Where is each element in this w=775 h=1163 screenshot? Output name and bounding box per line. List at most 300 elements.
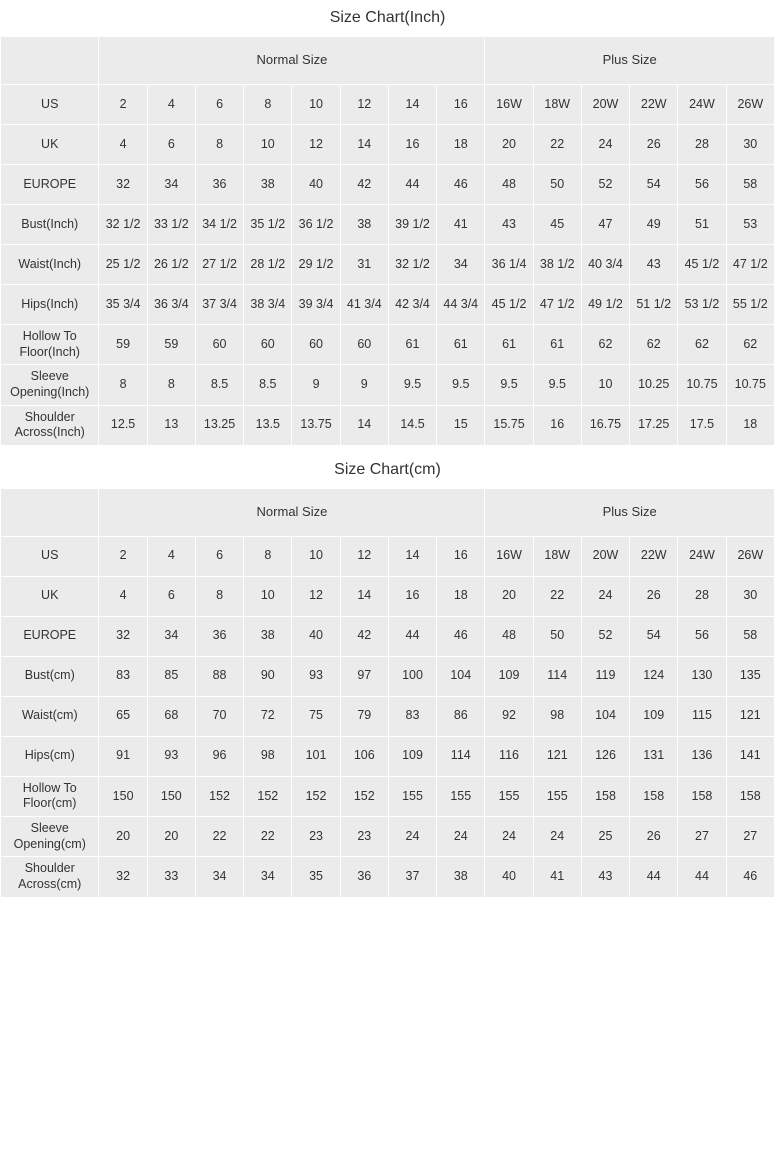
corner-cell: [1, 488, 99, 536]
table-cell: 31: [340, 245, 388, 285]
table-cell: 53: [726, 205, 774, 245]
row-header: Hollow To Floor(cm): [1, 776, 99, 816]
table-cell: 6: [147, 125, 195, 165]
table-cell: 116: [485, 736, 533, 776]
table-cell: 14.5: [388, 405, 436, 445]
table-cell: 10: [581, 365, 629, 405]
table-cell: 32 1/2: [388, 245, 436, 285]
table-cell: 22: [244, 817, 292, 857]
table-cell: 10.25: [630, 365, 678, 405]
table-cell: 26: [630, 576, 678, 616]
row-header: US: [1, 85, 99, 125]
table-cell: 32: [99, 616, 147, 656]
table-cell: 59: [147, 325, 195, 365]
table-cell: 25 1/2: [99, 245, 147, 285]
table-cell: 98: [244, 736, 292, 776]
table-cell: 20: [485, 125, 533, 165]
table-cell: 36 1/2: [292, 205, 340, 245]
table-row: [1, 245, 775, 285]
table-cell: 8: [147, 365, 195, 405]
table-cell: 34 1/2: [195, 205, 243, 245]
table-cell: 104: [581, 696, 629, 736]
table-cell: 32: [99, 857, 147, 897]
table-cell: 13.25: [195, 405, 243, 445]
table-cell: 62: [581, 325, 629, 365]
row-header: Shoulder Across(Inch): [1, 405, 99, 445]
table-cell: 16W: [485, 536, 533, 576]
corner-cell: [1, 37, 99, 85]
table-cell: 72: [244, 696, 292, 736]
table-cell: 115: [678, 696, 726, 736]
table-cell: 29 1/2: [292, 245, 340, 285]
table-cell: 40: [292, 165, 340, 205]
table-cell: 60: [195, 325, 243, 365]
table-cell: 27: [678, 817, 726, 857]
table-cell: 51: [678, 205, 726, 245]
table-cell: 106: [340, 736, 388, 776]
table-cell: 32 1/2: [99, 205, 147, 245]
table-cell: 68: [147, 696, 195, 736]
table-cell: 93: [292, 656, 340, 696]
table-cell: 61: [533, 325, 581, 365]
group-header-row: [1, 37, 775, 85]
table-row: [1, 736, 775, 776]
table-cell: 91: [99, 736, 147, 776]
table-cell: 22: [533, 576, 581, 616]
table-cell: 6: [147, 576, 195, 616]
table-cell: 4: [147, 85, 195, 125]
table-cell: 13.75: [292, 405, 340, 445]
table-cell: 44: [388, 165, 436, 205]
table-cell: 62: [726, 325, 774, 365]
table-row: [1, 125, 775, 165]
table-row: [1, 576, 775, 616]
table-cell: 33: [147, 857, 195, 897]
table-cell: 155: [437, 776, 485, 816]
table-cell: 44: [630, 857, 678, 897]
table-cell: 8: [244, 536, 292, 576]
table-cell: 83: [99, 656, 147, 696]
table-cell: 141: [726, 736, 774, 776]
table-cell: 104: [437, 656, 485, 696]
table-cell: 8.5: [195, 365, 243, 405]
table-cell: 9.5: [437, 365, 485, 405]
table-cell: 48: [485, 165, 533, 205]
table-cell: 14: [340, 576, 388, 616]
table-cell: 4: [99, 125, 147, 165]
table-cell: 35: [292, 857, 340, 897]
table-cell: 40 3/4: [581, 245, 629, 285]
table-cell: 2: [99, 85, 147, 125]
table-cell: 158: [581, 776, 629, 816]
table-cell: 9: [340, 365, 388, 405]
table-cell: 83: [388, 696, 436, 736]
table-cell: 20: [99, 817, 147, 857]
table-cell: 24: [437, 817, 485, 857]
size-chart-table: [0, 488, 775, 898]
size-chart-table: [0, 36, 775, 446]
table-cell: 49 1/2: [581, 285, 629, 325]
row-header: Shoulder Across(cm): [1, 857, 99, 897]
table-cell: 109: [630, 696, 678, 736]
table-row: [1, 857, 775, 897]
table-cell: 70: [195, 696, 243, 736]
table-cell: 36 3/4: [147, 285, 195, 325]
table-cell: 12: [340, 536, 388, 576]
table-cell: 79: [340, 696, 388, 736]
table-cell: 59: [99, 325, 147, 365]
table-cell: 42 3/4: [388, 285, 436, 325]
row-header: Sleeve Opening(Inch): [1, 365, 99, 405]
table-cell: 20: [485, 576, 533, 616]
table-cell: 10: [244, 576, 292, 616]
table-cell: 56: [678, 165, 726, 205]
table-cell: 8: [195, 125, 243, 165]
table-cell: 90: [244, 656, 292, 696]
table-cell: 9.5: [485, 365, 533, 405]
row-header: UK: [1, 576, 99, 616]
table-cell: 93: [147, 736, 195, 776]
table-cell: 12: [340, 85, 388, 125]
table-row: [1, 205, 775, 245]
table-cell: 22: [195, 817, 243, 857]
table-cell: 4: [99, 576, 147, 616]
table-cell: 26W: [726, 85, 774, 125]
table-cell: 38: [244, 165, 292, 205]
table-row: [1, 656, 775, 696]
table-cell: 23: [292, 817, 340, 857]
table-cell: 22: [533, 125, 581, 165]
table-cell: 9.5: [388, 365, 436, 405]
table-cell: 20W: [581, 85, 629, 125]
table-cell: 85: [147, 656, 195, 696]
chart-title: Size Chart(Inch): [0, 0, 775, 36]
table-row: [1, 285, 775, 325]
table-cell: 49: [630, 205, 678, 245]
table-cell: 86: [437, 696, 485, 736]
table-cell: 158: [726, 776, 774, 816]
table-cell: 34: [437, 245, 485, 285]
table-cell: 47: [581, 205, 629, 245]
table-row: [1, 85, 775, 125]
table-cell: 130: [678, 656, 726, 696]
table-cell: 136: [678, 736, 726, 776]
table-cell: 150: [147, 776, 195, 816]
table-cell: 24: [533, 817, 581, 857]
table-cell: 46: [726, 857, 774, 897]
table-cell: 17.25: [630, 405, 678, 445]
table-row: [1, 536, 775, 576]
table-cell: 6: [195, 536, 243, 576]
table-cell: 24: [485, 817, 533, 857]
table-cell: 60: [340, 325, 388, 365]
row-header: EUROPE: [1, 165, 99, 205]
table-cell: 16: [533, 405, 581, 445]
table-cell: 34: [195, 857, 243, 897]
table-cell: 14: [388, 85, 436, 125]
row-header: Sleeve Opening(cm): [1, 817, 99, 857]
table-cell: 24W: [678, 536, 726, 576]
table-cell: 15: [437, 405, 485, 445]
table-cell: 20W: [581, 536, 629, 576]
table-cell: 41: [533, 857, 581, 897]
table-cell: 34: [147, 165, 195, 205]
table-cell: 50: [533, 616, 581, 656]
table-cell: 54: [630, 616, 678, 656]
group-header: Normal Size: [99, 37, 485, 85]
table-cell: 39 3/4: [292, 285, 340, 325]
table-cell: 58: [726, 165, 774, 205]
table-cell: 52: [581, 616, 629, 656]
table-cell: 121: [726, 696, 774, 736]
table-cell: 26: [630, 817, 678, 857]
table-cell: 126: [581, 736, 629, 776]
table-cell: 26W: [726, 536, 774, 576]
table-cell: 12: [292, 576, 340, 616]
table-cell: 9.5: [533, 365, 581, 405]
table-cell: 46: [437, 165, 485, 205]
table-cell: 38: [437, 857, 485, 897]
table-cell: 16: [437, 85, 485, 125]
table-cell: 14: [340, 405, 388, 445]
table-cell: 38: [340, 205, 388, 245]
table-cell: 12: [292, 125, 340, 165]
table-cell: 152: [340, 776, 388, 816]
table-cell: 150: [99, 776, 147, 816]
table-cell: 124: [630, 656, 678, 696]
table-cell: 135: [726, 656, 774, 696]
group-header-row: [1, 488, 775, 536]
table-cell: 96: [195, 736, 243, 776]
table-cell: 8: [195, 576, 243, 616]
table-cell: 34: [244, 857, 292, 897]
table-cell: 36: [195, 616, 243, 656]
table-row: [1, 165, 775, 205]
table-cell: 45 1/2: [678, 245, 726, 285]
table-cell: 152: [292, 776, 340, 816]
table-cell: 45 1/2: [485, 285, 533, 325]
row-header: Bust(Inch): [1, 205, 99, 245]
table-cell: 109: [485, 656, 533, 696]
table-cell: 52: [581, 165, 629, 205]
table-cell: 20: [147, 817, 195, 857]
table-cell: 30: [726, 576, 774, 616]
group-header: Plus Size: [485, 37, 775, 85]
table-cell: 10.75: [678, 365, 726, 405]
table-cell: 28 1/2: [244, 245, 292, 285]
table-cell: 101: [292, 736, 340, 776]
table-cell: 44 3/4: [437, 285, 485, 325]
table-cell: 39 1/2: [388, 205, 436, 245]
table-cell: 100: [388, 656, 436, 696]
table-cell: 36: [340, 857, 388, 897]
table-cell: 24: [581, 125, 629, 165]
table-cell: 33 1/2: [147, 205, 195, 245]
chart-title: Size Chart(cm): [0, 452, 775, 488]
table-cell: 18W: [533, 536, 581, 576]
table-cell: 109: [388, 736, 436, 776]
table-cell: 60: [292, 325, 340, 365]
table-cell: 30: [726, 125, 774, 165]
table-cell: 22W: [630, 536, 678, 576]
table-cell: 4: [147, 536, 195, 576]
row-header: Waist(cm): [1, 696, 99, 736]
table-cell: 36: [195, 165, 243, 205]
table-cell: 44: [388, 616, 436, 656]
table-cell: 24: [388, 817, 436, 857]
table-cell: 55 1/2: [726, 285, 774, 325]
table-cell: 28: [678, 125, 726, 165]
table-cell: 97: [340, 656, 388, 696]
table-cell: 40: [292, 616, 340, 656]
table-cell: 46: [437, 616, 485, 656]
table-cell: 42: [340, 165, 388, 205]
row-header: Hollow To Floor(Inch): [1, 325, 99, 365]
table-cell: 6: [195, 85, 243, 125]
table-cell: 43: [581, 857, 629, 897]
table-cell: 8: [244, 85, 292, 125]
table-cell: 35 1/2: [244, 205, 292, 245]
row-header: EUROPE: [1, 616, 99, 656]
table-cell: 8: [99, 365, 147, 405]
table-cell: 131: [630, 736, 678, 776]
table-cell: 61: [437, 325, 485, 365]
row-header: Waist(Inch): [1, 245, 99, 285]
table-cell: 17.5: [678, 405, 726, 445]
table-cell: 28: [678, 576, 726, 616]
table-cell: 8.5: [244, 365, 292, 405]
table-cell: 38 3/4: [244, 285, 292, 325]
table-cell: 38: [244, 616, 292, 656]
table-cell: 16: [388, 125, 436, 165]
row-header: UK: [1, 125, 99, 165]
table-cell: 15.75: [485, 405, 533, 445]
table-cell: 62: [678, 325, 726, 365]
table-cell: 12.5: [99, 405, 147, 445]
table-cell: 32: [99, 165, 147, 205]
table-cell: 10: [292, 85, 340, 125]
table-cell: 61: [485, 325, 533, 365]
table-cell: 158: [678, 776, 726, 816]
table-row: [1, 696, 775, 736]
table-cell: 18W: [533, 85, 581, 125]
table-cell: 2: [99, 536, 147, 576]
table-cell: 155: [485, 776, 533, 816]
table-cell: 119: [581, 656, 629, 696]
table-cell: 27: [726, 817, 774, 857]
row-header: Hips(Inch): [1, 285, 99, 325]
table-cell: 42: [340, 616, 388, 656]
table-cell: 25: [581, 817, 629, 857]
table-cell: 40: [485, 857, 533, 897]
table-cell: 88: [195, 656, 243, 696]
table-cell: 37 3/4: [195, 285, 243, 325]
table-cell: 61: [388, 325, 436, 365]
row-header: Bust(cm): [1, 656, 99, 696]
table-cell: 114: [533, 656, 581, 696]
group-header: Normal Size: [99, 488, 485, 536]
table-cell: 53 1/2: [678, 285, 726, 325]
table-cell: 51 1/2: [630, 285, 678, 325]
table-cell: 54: [630, 165, 678, 205]
table-cell: 18: [437, 125, 485, 165]
table-cell: 14: [388, 536, 436, 576]
table-cell: 152: [195, 776, 243, 816]
table-cell: 13.5: [244, 405, 292, 445]
table-cell: 121: [533, 736, 581, 776]
table-cell: 58: [726, 616, 774, 656]
table-cell: 9: [292, 365, 340, 405]
table-cell: 10.75: [726, 365, 774, 405]
table-cell: 43: [485, 205, 533, 245]
table-cell: 114: [437, 736, 485, 776]
table-cell: 24: [581, 576, 629, 616]
table-cell: 44: [678, 857, 726, 897]
table-cell: 18: [437, 576, 485, 616]
group-header: Plus Size: [485, 488, 775, 536]
table-cell: 34: [147, 616, 195, 656]
table-cell: 37: [388, 857, 436, 897]
table-cell: 158: [630, 776, 678, 816]
table-row: [1, 365, 775, 405]
table-cell: 98: [533, 696, 581, 736]
table-cell: 41 3/4: [340, 285, 388, 325]
table-cell: 43: [630, 245, 678, 285]
table-cell: 92: [485, 696, 533, 736]
table-row: [1, 776, 775, 816]
table-cell: 62: [630, 325, 678, 365]
table-cell: 18: [726, 405, 774, 445]
table-cell: 50: [533, 165, 581, 205]
table-cell: 60: [244, 325, 292, 365]
table-cell: 47 1/2: [726, 245, 774, 285]
table-cell: 47 1/2: [533, 285, 581, 325]
table-row: [1, 817, 775, 857]
table-cell: 23: [340, 817, 388, 857]
table-cell: 155: [388, 776, 436, 816]
table-cell: 26: [630, 125, 678, 165]
table-row: [1, 405, 775, 445]
table-cell: 45: [533, 205, 581, 245]
row-header: Hips(cm): [1, 736, 99, 776]
row-header: US: [1, 536, 99, 576]
table-cell: 13: [147, 405, 195, 445]
table-cell: 36 1/4: [485, 245, 533, 285]
table-cell: 35 3/4: [99, 285, 147, 325]
table-cell: 16: [388, 576, 436, 616]
table-cell: 16W: [485, 85, 533, 125]
table-cell: 22W: [630, 85, 678, 125]
table-cell: 16.75: [581, 405, 629, 445]
table-cell: 14: [340, 125, 388, 165]
table-cell: 48: [485, 616, 533, 656]
table-cell: 16: [437, 536, 485, 576]
table-cell: 10: [244, 125, 292, 165]
table-cell: 10: [292, 536, 340, 576]
table-cell: 27 1/2: [195, 245, 243, 285]
table-cell: 56: [678, 616, 726, 656]
table-cell: 65: [99, 696, 147, 736]
table-cell: 75: [292, 696, 340, 736]
table-cell: 155: [533, 776, 581, 816]
table-cell: 152: [244, 776, 292, 816]
table-cell: 24W: [678, 85, 726, 125]
table-row: [1, 616, 775, 656]
table-cell: 38 1/2: [533, 245, 581, 285]
table-cell: 26 1/2: [147, 245, 195, 285]
table-cell: 41: [437, 205, 485, 245]
table-row: [1, 325, 775, 365]
